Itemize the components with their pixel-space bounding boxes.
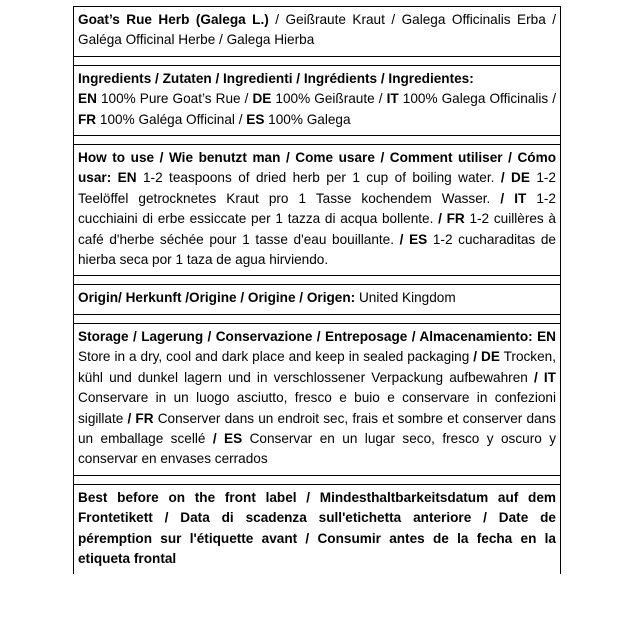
section-gap	[74, 314, 561, 323]
how-to-use-cell	[74, 145, 561, 276]
how-to-use-text-es: 1-2 cucharaditas de hierba seca por 1 taza de agua hirviendo.	[78, 231, 556, 268]
how-to-use-heading: How to use / Wie benutzt man / Come usare / Comment utiliser / Cómo usar: EN	[78, 150, 556, 186]
how-to-use-text-en: 1-2 teaspoons of dried herb per 1 cup of boiling water.	[136, 170, 501, 186]
storage-text-it: Conservare in un luogo asciutto, fresco e buio e conservare in confezioni sigillate	[78, 390, 556, 426]
ingredients-lang-en: EN	[78, 91, 97, 107]
best-before-text: Best before on the front label / Mindesthaltbarkeitsdatum auf dem Frontetikett / Data di scadenza sull'etichetta anteriore / Date de péremption sur l'étiquette avant / Consumir antes de la fecha en la etiqueta frontal	[78, 489, 556, 566]
ingredients-cell	[74, 65, 561, 135]
how-to-use-lang-es: / ES	[399, 231, 428, 247]
ingredients-text-it: 100% Galega Officinalis /	[398, 91, 556, 107]
storage-text-es: Conservar en un lugar seco, fresco y oscuro y conservar en envases cerrados	[78, 430, 556, 467]
ingredients-text-fr: 100% Galéga Officinal /	[96, 111, 247, 127]
ingredients-text-de: 100% Geißraute /	[271, 91, 387, 107]
storage-heading: Storage / Lagerung / Conservazione / Entreposage / Almacenamiento: EN	[78, 328, 556, 344]
origin-value: United Kingdom	[355, 290, 456, 306]
storage-text-de: Trocken, kühl und dunkel lagern und in verschlossener Verpackung aufbewahren	[78, 349, 556, 385]
how-to-use-text-it: 1-2 cucchiaini di erbe essiccate per 1 tazza di acqua bollente.	[78, 190, 556, 227]
section-gap	[74, 56, 561, 65]
section-gap	[74, 136, 561, 145]
origin-cell	[74, 285, 561, 314]
product-label-table	[73, 6, 561, 574]
ingredients-lang-es: ES	[246, 111, 265, 127]
product-title: Goat’s Rue Herb (Galega L.)	[78, 12, 269, 27]
origin-row	[74, 285, 561, 314]
storage-lang-fr: / FR	[127, 410, 154, 426]
how-to-use-text-fr: 1-2 cuillères à café d'herbe séchée pour 1 tasse d'eau bouillante.	[78, 211, 556, 247]
product-name-cell	[74, 7, 561, 57]
how-to-use-row	[74, 145, 561, 276]
ingredients-text-es: 100% Galega	[264, 111, 351, 127]
storage-lang-de: / DE	[473, 349, 500, 365]
storage-lang-it: / IT	[533, 369, 556, 385]
origin-heading: Origin/ Herkunft /Origine / Origine / Origen:	[78, 290, 356, 306]
product-name-row	[74, 7, 561, 57]
section-gap	[74, 475, 561, 484]
storage-lang-es: / ES	[212, 430, 243, 446]
storage-row	[74, 323, 561, 475]
storage-cell	[74, 323, 561, 475]
ingredients-lang-de: DE	[252, 91, 272, 107]
best-before-row	[74, 484, 561, 574]
ingredients-row	[74, 65, 561, 135]
how-to-use-lang-it: / IT	[500, 190, 527, 206]
product-translations: / Geißraute Kraut / Galega Officinalis Erba / Galéga Officinal Herbe / Galega Hierba	[78, 12, 556, 48]
storage-text-en: Store in a dry, cool and dark place and keep in sealed packaging	[78, 349, 474, 365]
how-to-use-lang-fr: / FR	[438, 211, 465, 227]
how-to-use-text-de: 1-2 Teelöffel getrocknetes Kraut pro 1 Tasse kochendem Wasser.	[78, 170, 556, 206]
how-to-use-lang-de: / DE	[500, 170, 530, 186]
section-gap	[74, 276, 561, 285]
best-before-cell	[74, 484, 561, 574]
ingredients-text-en: 100% Pure Goat’s Rue /	[96, 91, 253, 107]
ingredients-lang-fr: FR	[78, 111, 97, 127]
ingredients-lang-it: IT	[386, 91, 399, 107]
ingredients-heading: Ingredients / Zutaten / Ingredienti / Ingrédients / Ingredientes:	[78, 70, 474, 86]
storage-text-fr: Conserver dans un endroit sec, frais et sombre et conserver dans un emballage scellé	[78, 410, 556, 446]
